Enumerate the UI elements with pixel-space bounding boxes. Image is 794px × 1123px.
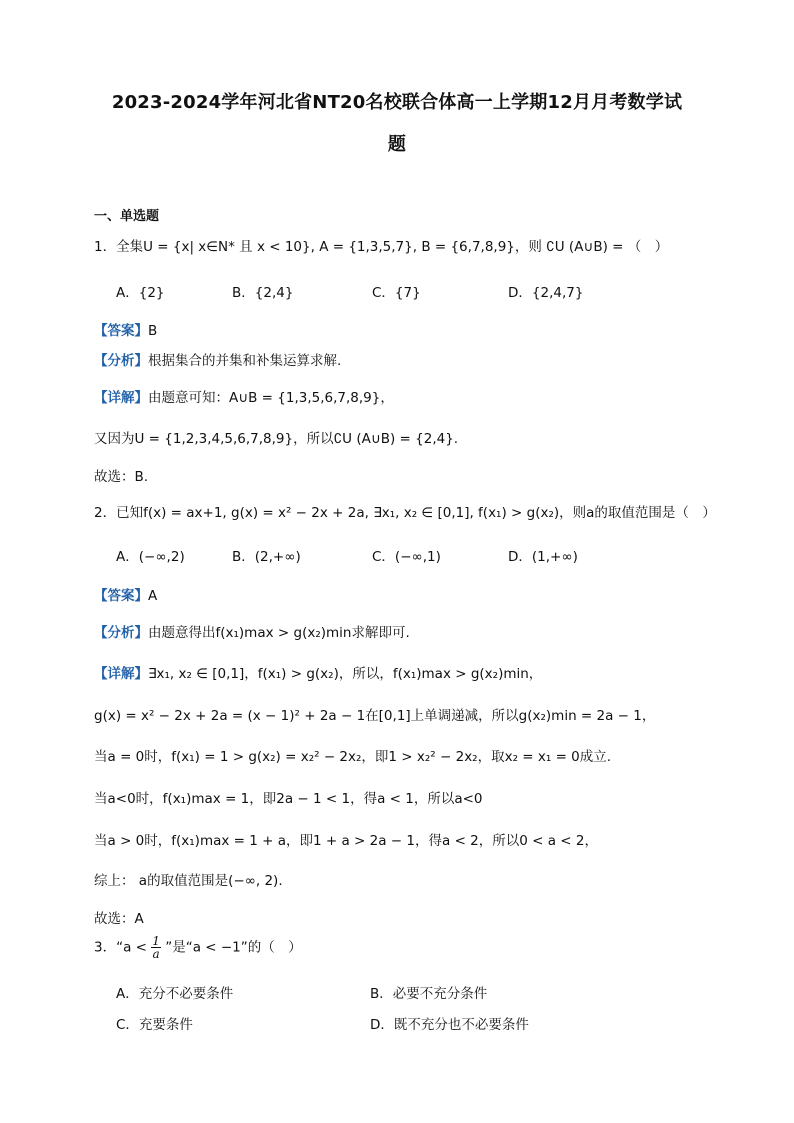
q2-option-a: A．(−∞,2) (116, 549, 185, 565)
analysis-text: 由题意得出f(x₁)max > g(x₂)min求解即可. (148, 625, 410, 641)
q1-option-a: A．{2} (116, 285, 165, 301)
detail-text: ∃x₁, x₂ ∈ [0,1]，f(x₁) > g(x₂)，所以，f(x₁)max > g(x₂)min， (148, 666, 543, 682)
q2-detail-line6: 综上： a的取值范围是(−∞, 2). (94, 873, 283, 889)
answer-label: 【答案】 (94, 323, 148, 339)
answer-value: B (148, 323, 158, 339)
detail-label: 【详解】 (94, 666, 148, 682)
q2-detail-line3: 当a = 0时，f(x₁) = 1 > g(x₂) = x₂² − 2x₂，即1 > x₂² − 2x₂，取x₂ = x₁ = 0成立. (94, 749, 612, 765)
fraction-denominator: a (152, 947, 160, 961)
page-title-line1: 2023-2024学年河北省NT20名校联合体高一上学期12月月考数学试 (111, 92, 683, 113)
fraction-numerator: 1 (152, 934, 160, 948)
q1-detail-row (94, 386, 394, 406)
q3-fraction (151, 935, 161, 960)
page-title-line2: 题 (387, 134, 407, 155)
q1-conclusion: 故选：B. (94, 469, 149, 485)
q2-detail-line5: 当a > 0时，f(x₁)max = 1 + a，即1 + a > 2a − 1，得a < 2，所以0 < a < 2， (94, 833, 598, 849)
question-3-stem (94, 935, 302, 960)
q2-conclusion: 故选：A (94, 911, 144, 927)
q1-option-d: D．{2,4,7} (508, 285, 584, 301)
q2-option-b: B．(2,+∞) (232, 549, 301, 565)
section-heading: 一、单选题 (94, 209, 160, 224)
analysis-label: 【分析】 (94, 625, 148, 641)
answer-value: A (148, 588, 158, 604)
q3-option-a: A．充分不必要条件 (116, 986, 234, 1002)
analysis-text: 根据集合的并集和补集运算求解. (148, 353, 342, 369)
q1-option-b: B．{2,4} (232, 285, 294, 301)
q1-analysis-row (94, 349, 341, 369)
q2-detail-line2: g(x) = x² − 2x + 2a = (x − 1)² + 2a − 1在[0,1]上单调递减，所以g(x₂)min = 2a − 1， (94, 708, 656, 724)
q3-option-c: C．充要条件 (116, 1017, 193, 1033)
q3-stem-post: ”是“a < −1”的（ ） (165, 939, 302, 956)
q3-stem-pre: 3．“a < (94, 939, 147, 956)
q3-option-b: B．必要不充分条件 (370, 986, 488, 1002)
q2-option-c: C．(−∞,1) (372, 549, 441, 565)
q2-answer-row (94, 584, 157, 604)
q2-detail-row (94, 662, 542, 682)
answer-label: 【答案】 (94, 588, 148, 604)
detail-text: 由题意可知：A∪B = {1,3,5,6,7,8,9}， (148, 390, 394, 406)
q1-option-c: C．{7} (372, 285, 421, 301)
q1-detail-line2: 又因为U = {1,2,3,4,5,6,7,8,9}，所以∁U (A∪B) = {2,4}. (94, 431, 459, 447)
question-2-stem: 2．已知f(x) = ax+1, g(x) = x² − 2x + 2a, ∃x₁, x₂ ∈ [0,1], f(x₁) > g(x₂)，则a的取值范围是（ ） (94, 505, 716, 521)
q1-answer-row (94, 319, 157, 339)
analysis-label: 【分析】 (94, 353, 148, 369)
q2-detail-line4: 当a<0时，f(x₁)max = 1，即2a − 1 < 1，得a < 1，所以a<0 (94, 791, 483, 807)
q3-option-d: D．既不充分也不必要条件 (370, 1017, 529, 1033)
detail-label: 【详解】 (94, 390, 148, 406)
question-1-stem: 1．全集U = {x| x∈N* 且 x < 10}, A = {1,3,5,7}, B = {6,7,8,9}，则 ∁U (A∪B) = （ ） (94, 239, 669, 255)
q2-analysis-row (94, 621, 410, 641)
q2-option-d: D．(1,+∞) (508, 549, 578, 565)
